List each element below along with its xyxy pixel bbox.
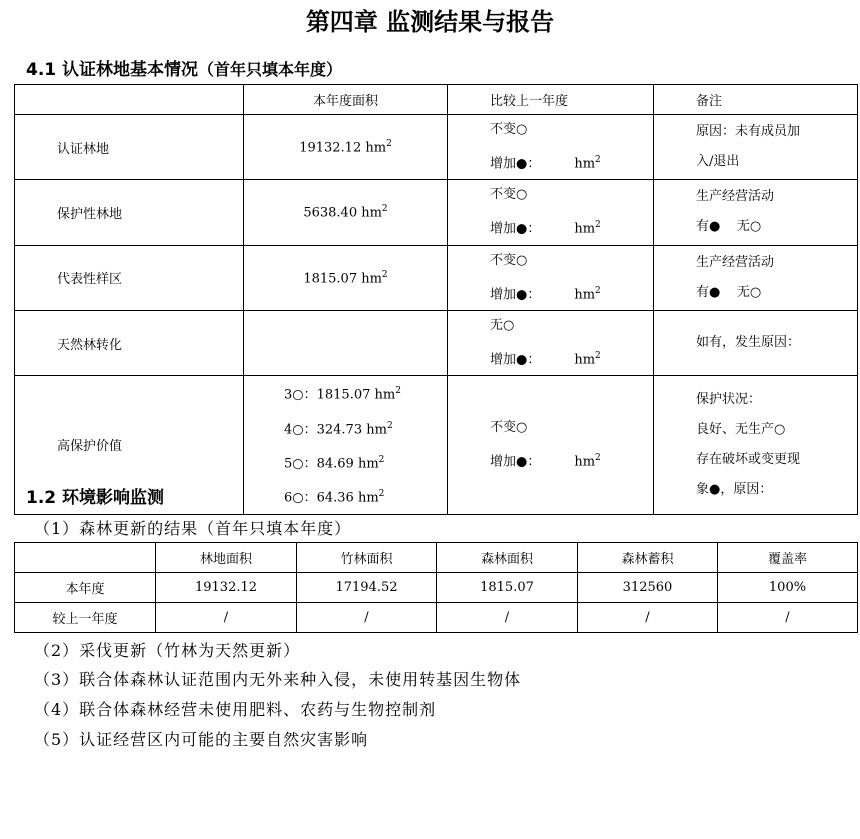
table-header-row [15,85,858,115]
chapter-title: 第四章 监测结果与报告 [305,8,555,36]
header-cell: 备注 [654,85,858,115]
table-row [15,180,858,245]
row-label: 天然林转化 [15,310,244,375]
row-label: 代表性样区 [15,245,244,310]
area-cell: 3○：1815.07 $hm^2$ 4○：324.73 $hm^2$ 5○：84.69 $hm^2$ 6○：64.36 $hm^2$ [244,376,448,514]
row-label: 高保护价值 [15,376,244,514]
compare-cell: 不变○ 增加●： $hm^2$ [448,180,654,245]
table-cell: 312560 [578,573,718,603]
table-row [15,603,858,633]
header-cell: 竹林面积 [297,543,437,573]
area-cell: 19132.12 $hm^2$ [244,115,448,180]
note-cell: 原因：未有成员加 入/退出 [654,115,858,180]
table-row [15,310,858,375]
section-number: 4.1 [26,60,57,80]
section-heading-1-2 [26,483,164,508]
section-number: 1.2 [26,488,57,508]
note-cell: 生产经营活动 有● 无○ [654,245,858,310]
table-cell: 1815.07 [437,573,578,603]
subsection-heading: （1）森林更新的结果（首年只填本年度） [34,519,352,538]
row-label: 保护性林地 [15,180,244,245]
table-row [15,115,858,180]
table-row [15,245,858,310]
compare-cell: 不变○ 增加●： $hm^2$ [448,245,654,310]
table-cell: / [437,603,578,633]
note-cell: 保护状况： 良好、无生产○ 存在破坏或变更现 象●，原因： [654,376,858,514]
row-label: 认证林地 [15,115,244,180]
header-cell [15,543,156,573]
table-cell: 较上一年度 [15,603,156,633]
header-cell: 林地面积 [156,543,297,573]
table-cell: 100% [718,573,858,603]
header-cell: 比较上一年度 [448,85,654,115]
forest-basic-table [14,84,858,515]
area-cell: 5638.40 $hm^2$ [244,180,448,245]
table-cell: 19132.12 [156,573,297,603]
paragraph: （2）采伐更新（竹林为天然更新） [34,641,301,660]
table-cell: / [156,603,297,633]
table-cell: 本年度 [15,573,156,603]
header-cell: 森林蓄积 [578,543,718,573]
section-title: 认证林地基本情况 [62,60,199,80]
header-cell: 森林面积 [437,543,578,573]
table-row [15,573,858,603]
note-cell: 如有，发生原因： [654,310,858,375]
compare-cell: 无○ 增加●： $hm^2$ [448,310,654,375]
table-header-row [15,543,858,573]
table-cell: 17194.52 [297,573,437,603]
header-cell: 本年度面积 [244,85,448,115]
compare-cell: 不变○ 增加●： $hm^2$ [448,115,654,180]
section-title: 环境影响监测 [62,488,165,508]
table-cell: / [578,603,718,633]
table-cell: / [297,603,437,633]
paragraph: （4）联合体森林经营未使用肥料、农药与生物控制剂 [34,700,437,719]
paragraph: （5）认证经营区内可能的主要自然灾害影响 [34,730,369,749]
header-cell [15,85,244,115]
area-cell: 1815.07 $hm^2$ [244,245,448,310]
section-heading-4-1 [26,55,342,80]
table-cell: / [718,603,858,633]
section-note: （首年只填本年度） [198,60,343,79]
forest-renewal-table [14,542,858,633]
area-cell [244,310,448,375]
compare-cell: 不变○ 增加●： $hm^2$ [448,376,654,514]
header-cell: 覆盖率 [718,543,858,573]
note-cell: 生产经营活动 有● 无○ [654,180,858,245]
paragraph: （3）联合体森林认证范围内无外来种入侵，未使用转基因生物体 [34,670,522,689]
